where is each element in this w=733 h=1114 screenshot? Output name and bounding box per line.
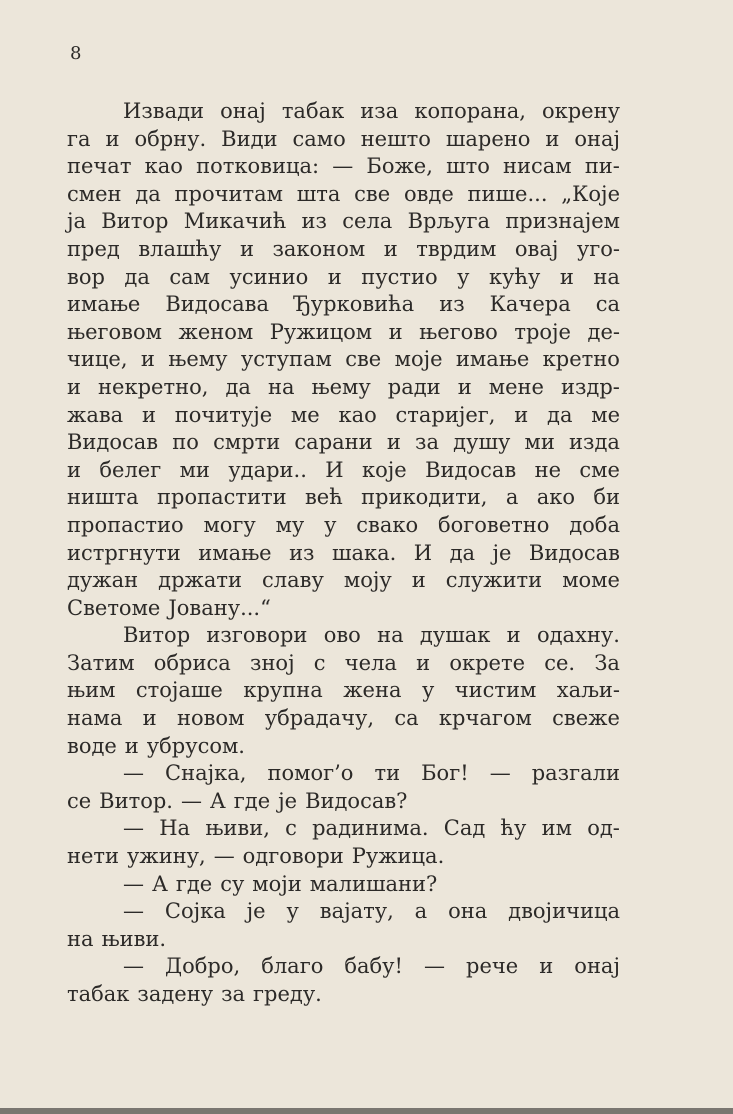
- word: Микачић: [183, 209, 287, 234]
- word: нама: [67, 706, 123, 731]
- word: нети: [67, 844, 120, 869]
- word: имање: [455, 347, 530, 372]
- word: де-: [587, 319, 620, 344]
- word: двојичица: [508, 899, 620, 924]
- word: свеже: [552, 706, 620, 731]
- word: издр-: [560, 374, 620, 399]
- word: почитује: [174, 402, 273, 427]
- word: дужан: [67, 568, 139, 593]
- text-line: [67, 567, 620, 595]
- word: онај: [574, 954, 620, 979]
- text-line: [67, 953, 620, 981]
- word: мене: [488, 374, 544, 399]
- word: удари..: [228, 457, 307, 482]
- word: доба: [569, 512, 620, 537]
- word: а: [414, 899, 428, 924]
- word: на: [377, 623, 404, 648]
- word: у: [324, 512, 337, 537]
- word: она: [448, 899, 488, 924]
- word: чистим: [454, 678, 537, 703]
- word: малишани?: [309, 871, 438, 896]
- word: онај: [220, 99, 266, 123]
- word: смрти: [213, 430, 281, 455]
- word: моме: [562, 568, 620, 593]
- word: сарани: [294, 430, 373, 455]
- word: греду.: [253, 982, 322, 1006]
- word: пише...: [467, 181, 548, 206]
- text-line: [67, 898, 620, 926]
- word: могу: [203, 512, 256, 537]
- text-line: [67, 291, 620, 319]
- text-line: [67, 650, 620, 678]
- word: потковица:: [196, 154, 320, 179]
- word: и: [105, 126, 120, 151]
- word: Ружица.: [351, 844, 445, 869]
- word: и: [141, 402, 156, 427]
- word: признајем: [505, 209, 620, 234]
- word: —: [424, 954, 446, 979]
- word: боговетно: [437, 512, 550, 537]
- word: стојаше: [135, 678, 223, 703]
- word: би: [593, 485, 620, 510]
- word: одговори: [242, 844, 344, 869]
- word: ћу: [500, 816, 527, 841]
- word: шарено: [445, 126, 531, 151]
- word: убрусом.: [146, 733, 245, 758]
- word: Бог!: [421, 761, 469, 786]
- word: прочитам: [174, 181, 283, 206]
- word: по: [172, 430, 199, 455]
- word: је: [246, 899, 266, 924]
- word: овде: [403, 181, 454, 206]
- word: њиви,: [205, 816, 270, 841]
- word: Видосав: [528, 540, 620, 565]
- word: што: [446, 154, 490, 179]
- word: на: [593, 264, 620, 289]
- word: „Које: [561, 181, 620, 206]
- word: окрену: [541, 99, 620, 123]
- word: им: [541, 816, 572, 841]
- word: душак: [419, 623, 491, 648]
- word: из: [289, 540, 315, 565]
- word: А: [151, 871, 168, 896]
- word: и: [327, 264, 342, 289]
- word: му: [275, 512, 305, 537]
- text-line: [67, 126, 620, 154]
- word: све: [354, 181, 391, 206]
- word: из: [301, 209, 327, 234]
- word: и: [124, 733, 139, 758]
- word: Боже,: [366, 154, 433, 179]
- word: табак: [67, 982, 130, 1006]
- word: и: [67, 374, 81, 399]
- word: прикодити,: [361, 485, 488, 510]
- word: имање: [67, 292, 141, 317]
- word: пред: [67, 236, 120, 261]
- word: за: [415, 430, 439, 455]
- word: благо: [261, 954, 324, 979]
- text-line: [67, 705, 620, 733]
- word: ужину,: [127, 844, 206, 869]
- word: да: [225, 374, 251, 399]
- word: за: [221, 982, 246, 1006]
- word: радинима.: [312, 816, 429, 841]
- word: већ: [304, 485, 343, 510]
- word: и: [142, 706, 157, 731]
- word: уго-: [576, 236, 620, 261]
- word: —: [123, 899, 144, 924]
- word: су: [220, 871, 245, 896]
- text-line: [67, 429, 620, 457]
- text-line: [67, 319, 620, 347]
- word: И: [413, 540, 433, 565]
- word: —: [180, 788, 202, 813]
- word: жена: [343, 678, 402, 703]
- word: Затим: [67, 650, 135, 675]
- word: држати: [158, 568, 242, 593]
- word: овај: [514, 236, 559, 261]
- text-line: [67, 760, 620, 788]
- text-line: [67, 374, 620, 402]
- word: печат: [67, 154, 132, 179]
- word: на: [267, 374, 295, 399]
- word: га: [67, 126, 91, 151]
- word: ако: [536, 485, 575, 510]
- word: троје: [514, 319, 571, 344]
- word: ништа: [67, 485, 139, 510]
- word: иза: [360, 99, 399, 123]
- word: не: [534, 457, 562, 482]
- word: на: [67, 926, 94, 951]
- word: нешто: [360, 126, 431, 151]
- word: и: [457, 374, 472, 399]
- word: изда: [569, 430, 620, 455]
- word: је: [492, 540, 512, 565]
- word: у: [421, 678, 435, 703]
- word: да: [547, 402, 573, 427]
- word: одахну.: [536, 623, 620, 648]
- word: Видосава: [165, 292, 269, 317]
- word: његовом: [67, 319, 162, 344]
- word: све: [345, 347, 382, 372]
- word: онај: [574, 126, 620, 151]
- text-line: [67, 788, 620, 816]
- word: и: [559, 264, 574, 289]
- word: —: [332, 154, 354, 179]
- word: моји: [252, 871, 302, 896]
- word: смен: [67, 181, 122, 206]
- word: усинио: [229, 264, 309, 289]
- word: њему: [311, 374, 371, 399]
- word: Светоме: [67, 595, 161, 620]
- word: Качера: [489, 292, 571, 317]
- word: рече: [466, 954, 519, 979]
- word: из: [439, 292, 465, 317]
- word: хаљи-: [556, 678, 620, 703]
- word: обриса: [153, 650, 231, 675]
- word: да: [135, 181, 161, 206]
- word: са: [595, 292, 620, 317]
- word: и: [239, 236, 254, 261]
- word: сме: [579, 457, 620, 482]
- text-line: [67, 236, 620, 264]
- word: обрну.: [134, 126, 207, 151]
- word: које: [362, 457, 407, 482]
- word: свако: [356, 512, 419, 537]
- word: вор: [67, 264, 105, 289]
- word: Врљуга: [407, 209, 491, 234]
- word: и: [67, 457, 81, 482]
- word: —: [123, 954, 144, 979]
- word: Витор: [101, 209, 169, 234]
- word: и: [416, 650, 431, 675]
- word: истргнути: [67, 540, 181, 565]
- word: Ђурковића: [294, 292, 415, 317]
- word: табак: [281, 99, 345, 123]
- word: где: [233, 788, 271, 813]
- word: и: [545, 126, 560, 151]
- word: жава: [67, 402, 124, 427]
- text-line: [67, 208, 620, 236]
- text-line: [67, 843, 620, 871]
- text-line: [67, 733, 620, 761]
- word: крчагом: [438, 706, 532, 731]
- word: Види: [221, 126, 278, 151]
- word: чице,: [67, 347, 128, 372]
- word: И: [325, 457, 344, 482]
- word: законом: [272, 236, 366, 261]
- word: Сад: [443, 816, 486, 841]
- word: са: [394, 706, 419, 731]
- text-line: [67, 484, 620, 512]
- word: и: [411, 568, 426, 593]
- word: Видосав?: [305, 788, 408, 813]
- word: и: [140, 347, 155, 372]
- word: —: [123, 816, 144, 841]
- word: вајату,: [319, 899, 394, 924]
- word: —: [213, 844, 235, 869]
- word: моје: [394, 347, 443, 372]
- word: славу: [262, 568, 324, 593]
- word: Снајка,: [165, 761, 247, 786]
- word: Витор: [123, 623, 191, 648]
- word: Извади: [123, 99, 205, 123]
- word: старијег,: [395, 402, 496, 427]
- word: и: [383, 236, 398, 261]
- word: душу: [453, 430, 511, 455]
- word: се.: [544, 650, 576, 675]
- word: нисам: [503, 154, 572, 179]
- body-text: [67, 98, 620, 1009]
- word: и: [514, 402, 529, 427]
- word: као: [338, 402, 377, 427]
- word: зној: [249, 650, 295, 675]
- word: убрадачу,: [264, 706, 375, 731]
- text-line: [67, 512, 620, 540]
- word: од-: [587, 816, 620, 841]
- word: уступам: [240, 347, 332, 372]
- text-line: [67, 540, 620, 568]
- word: пи-: [584, 154, 620, 179]
- text-line: [67, 981, 620, 1009]
- word: моју: [343, 568, 392, 593]
- word: задену: [137, 982, 214, 1006]
- word: ми: [179, 457, 210, 482]
- text-line: [67, 622, 620, 650]
- word: копорана,: [414, 99, 526, 123]
- word: тврдим: [416, 236, 497, 261]
- word: у: [286, 899, 299, 924]
- text-line: [67, 402, 620, 430]
- word: Јовану...“: [168, 595, 271, 620]
- word: —: [489, 761, 511, 786]
- word: некретно,: [98, 374, 209, 399]
- word: његово: [419, 319, 498, 344]
- word: ми: [524, 430, 555, 455]
- word: Добро,: [165, 954, 241, 979]
- word: где: [175, 871, 213, 896]
- text-line: [67, 346, 620, 374]
- word: пропастити: [157, 485, 287, 510]
- text-line: [67, 264, 620, 292]
- word: да: [449, 540, 476, 565]
- word: Видосав: [67, 430, 159, 455]
- word: Ружицом: [269, 319, 373, 344]
- word: с: [313, 650, 326, 675]
- word: да: [124, 264, 150, 289]
- word: у: [457, 264, 470, 289]
- word: Сојка: [164, 899, 226, 924]
- word: изговори: [206, 623, 308, 648]
- word: новом: [176, 706, 245, 731]
- word: и: [388, 319, 403, 344]
- text-line: [67, 153, 620, 181]
- word: пустио: [361, 264, 438, 289]
- page-number: 8: [70, 43, 82, 64]
- text-line: [67, 815, 620, 843]
- word: а: [505, 485, 519, 510]
- text-line: [67, 677, 620, 705]
- word: ме: [290, 402, 320, 427]
- word: Витор.: [99, 788, 173, 813]
- word: воде: [67, 733, 117, 758]
- word: А: [209, 788, 226, 813]
- word: и: [386, 430, 401, 455]
- word: ме: [591, 402, 620, 427]
- word: белег: [99, 457, 162, 482]
- word: с: [285, 816, 297, 841]
- word: —: [123, 871, 144, 896]
- word: шта: [296, 181, 341, 206]
- word: кретно: [542, 347, 620, 372]
- word: ради: [387, 374, 441, 399]
- word: као: [144, 154, 183, 179]
- word: ти: [374, 761, 401, 786]
- word: имање: [198, 540, 272, 565]
- word: служити: [445, 568, 543, 593]
- text-line: [67, 926, 620, 954]
- text-line: [67, 457, 620, 485]
- word: На: [159, 816, 191, 841]
- word: окрете: [449, 650, 526, 675]
- word: —: [123, 761, 144, 786]
- word: За: [594, 650, 620, 675]
- word: и: [506, 623, 521, 648]
- word: чела: [344, 650, 397, 675]
- word: шака.: [331, 540, 397, 565]
- word: села: [342, 209, 393, 234]
- word: њим: [67, 678, 116, 703]
- text-line: [67, 871, 620, 899]
- word: разгали: [531, 761, 620, 786]
- word: кућу: [488, 264, 541, 289]
- text-line: [67, 181, 620, 209]
- text-line: [67, 98, 620, 126]
- word: и: [539, 954, 554, 979]
- word: Видосав: [425, 457, 517, 482]
- word: женом: [178, 319, 254, 344]
- word: само: [292, 126, 346, 151]
- word: ово: [323, 623, 361, 648]
- word: помог’о: [267, 761, 354, 786]
- word: сам: [169, 264, 210, 289]
- word: крупна: [243, 678, 323, 703]
- word: пропастио: [67, 512, 184, 537]
- text-line: [67, 595, 620, 623]
- word: њиви.: [101, 926, 167, 951]
- word: њему: [168, 347, 228, 372]
- word: влашћу: [138, 236, 222, 261]
- word: је: [278, 788, 298, 813]
- word: се: [67, 788, 92, 813]
- word: бабу!: [344, 954, 403, 979]
- word: ја: [67, 209, 87, 234]
